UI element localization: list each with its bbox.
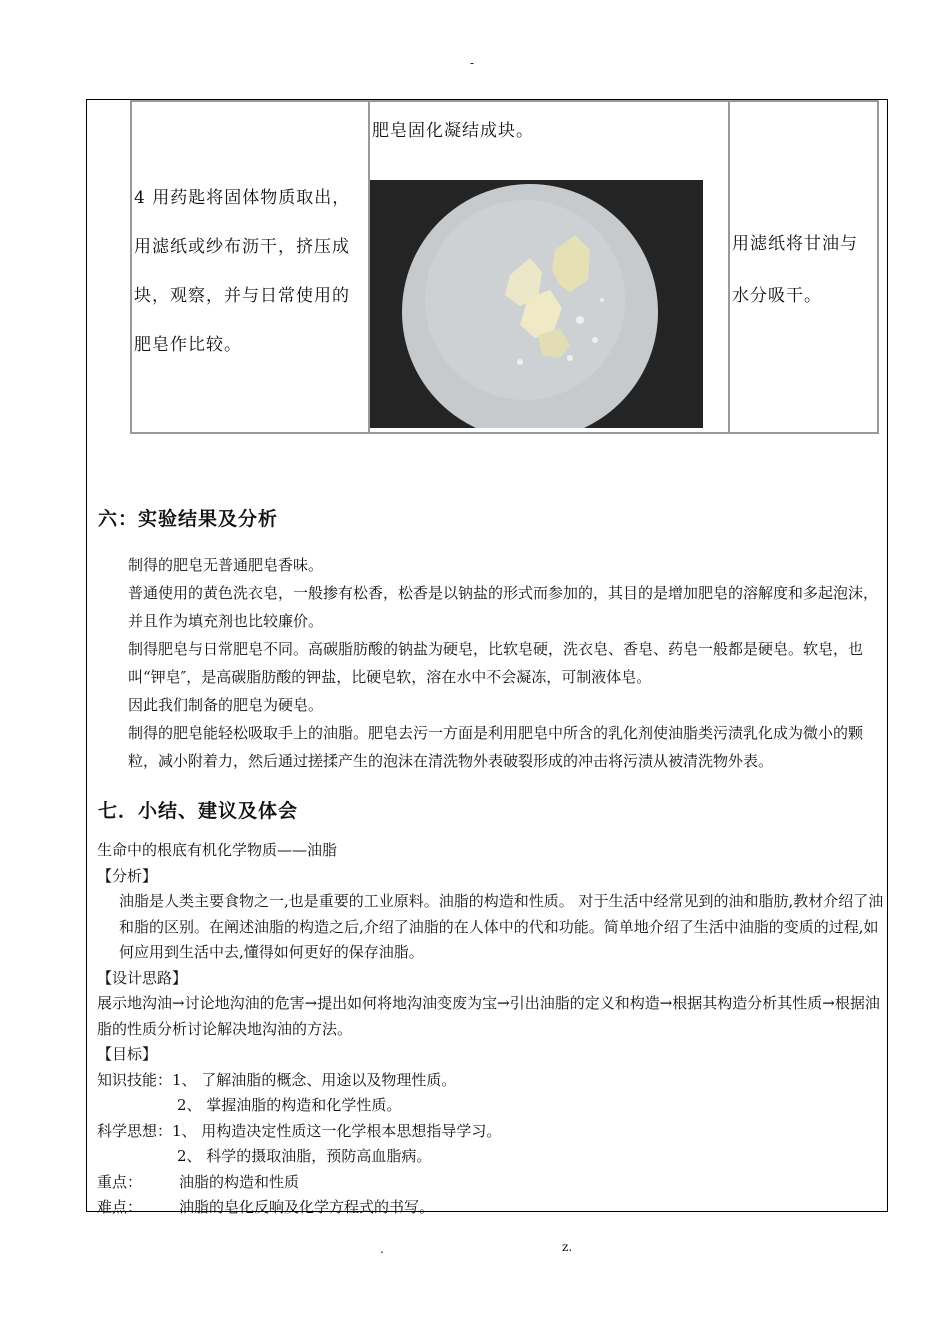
footer-left: .	[380, 1242, 384, 1256]
design-heading: 【设计思路】	[97, 968, 188, 987]
section7-body	[97, 838, 887, 1221]
difficulty-row	[97, 1195, 887, 1221]
note-text: 用滤纸将甘油与水分吸干。	[732, 234, 858, 306]
key-point-text: 油脂的构造和性质	[179, 1172, 300, 1191]
section6-para-4: 因此我们制备的肥皂为硬皂。	[128, 696, 324, 714]
section6-title: 六：实验结果及分析	[98, 508, 279, 530]
section6-para-5: 制得的肥皂能轻松吸取手上的油脂。肥皂去污一方面是利用肥皂中所含的乳化剂使油脂类污渍乳化成为微小的颗粒，减小附着力，然后通过搓揉产生的泡沫在清洗物外表破裂形成的冲击将污渍从被清洗物外表。	[128, 724, 864, 770]
goal-heading: 【目标】	[97, 1045, 158, 1063]
key-point-row	[97, 1170, 887, 1196]
section6-para-2: 普通使用的黄色洗衣皂，一般掺有松香，松香是以钠盐的形式而参加的，其目的是增加肥皂的溶解度和多起泡沫，并且作为填充剂也比较廉价。	[128, 584, 879, 630]
footer-right: z.	[562, 1240, 573, 1254]
goal-science-2: 2、 科学的摄取油脂，预防高血脂病。	[177, 1147, 432, 1165]
section6-para-3: 制得肥皂与日常肥皂不同。高碳脂肪酸的钠盐为硬皂，比软皂硬，洗衣皂、香皂、药皂一般都是硬皂。软皂，也叫“钾皂″，是高碳脂肪酸的钾盐，比硬皂软，溶在水中不会凝冻，可制液体皂。	[128, 640, 864, 686]
header-mark: -	[470, 56, 475, 70]
soap-photo	[370, 180, 703, 428]
analysis-text: 油脂是人类主要食物之一,也是重要的工业原料。油脂的构造和性质。 对于生活中经常见到的油和脂肪,教材介绍了油和脂的区别。在阐述油脂的构造之后,介绍了油脂的在人体中的代和功能。简单地介绍了生活中油脂的变质的过程,如何应用到生活中去,懂得如何更好的保存油脂。	[119, 892, 884, 961]
step-table	[130, 100, 879, 434]
section7-subtitle: 生命中的根底有机化学物质——油脂	[97, 841, 338, 859]
difficulty-label: 难点：	[97, 1198, 143, 1216]
design-text: 展示地沟油→讨论地沟油的危害→提出如何将地沟油变废为宝→引出油脂的定义和构造→根据其构造分析其性质→根据油脂的性质分析讨论解决地沟油的方法。	[97, 994, 880, 1038]
step-cell	[132, 102, 370, 432]
analysis-heading: 【分析】	[97, 866, 158, 885]
goal-knowledge-2: 2、 掌握油脂的构造和化学性质。	[177, 1096, 402, 1114]
observation-text: 肥皂固化凝结成块。	[372, 121, 534, 141]
section7-title: 七．小结、建议及体会	[98, 800, 299, 822]
key-point-label: 重点：	[97, 1172, 143, 1191]
observation-cell	[370, 102, 730, 432]
section6-para-1: 制得的肥皂无普通肥皂香味。	[128, 556, 324, 574]
note-cell	[730, 102, 877, 432]
step-text: 4 用药匙将固体物质取出，用滤纸或纱布沥干，挤压成块，观察，并与日常使用的肥皂作比较。	[134, 188, 351, 355]
section6-body	[98, 551, 888, 775]
goal-science-1: 科学思想：1、 用构造决定性质这一化学根本思想指导学习。	[97, 1121, 502, 1140]
goal-knowledge-1: 知识技能：1、 了解油脂的概念、用途以及物理性质。	[97, 1070, 457, 1089]
difficulty-text: 油脂的皂化反响及化学方程式的书写。	[179, 1198, 435, 1216]
